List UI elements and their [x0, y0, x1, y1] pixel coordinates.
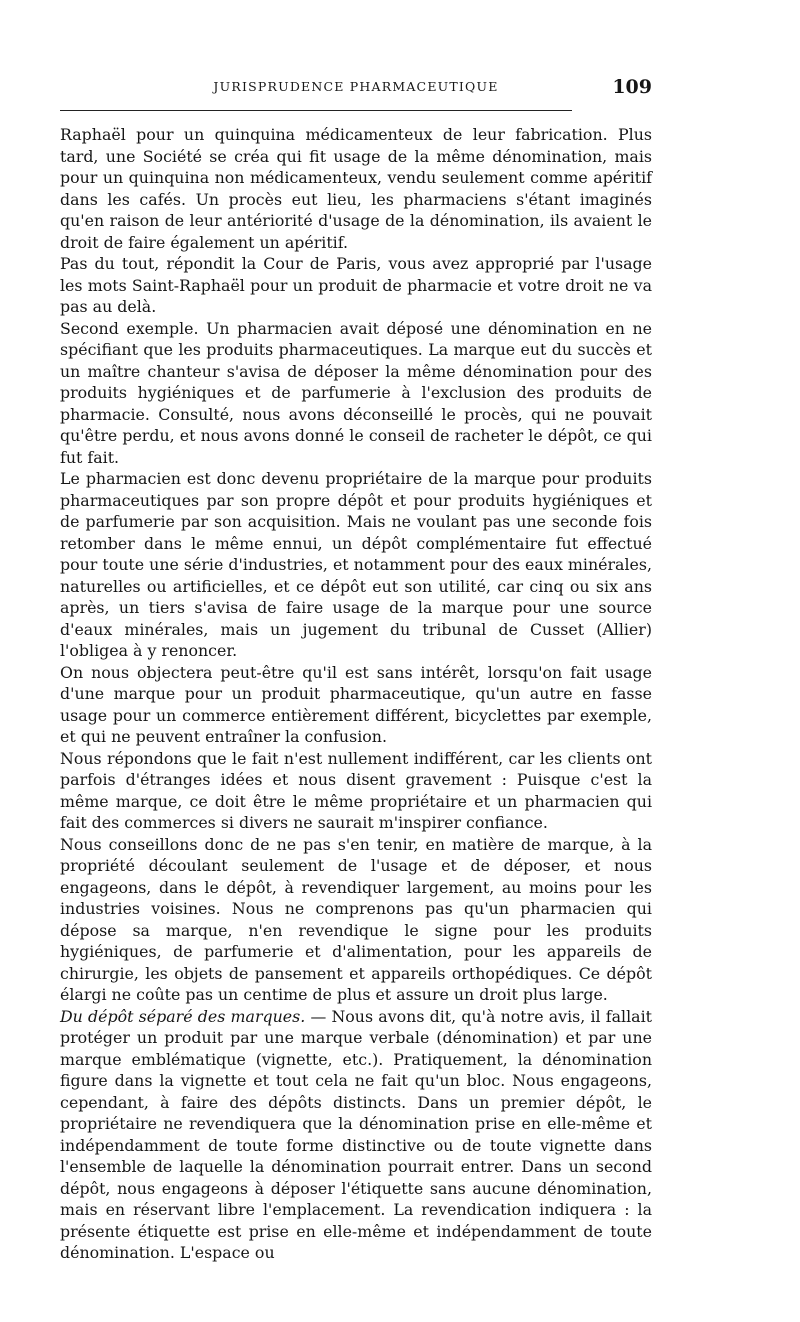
paragraph-text: Nous conseillons donc de ne pas s'en tenir, en matière de marque, à la propriété découlant seulement de l'usage et de déposer, et nous engageons, dans le dépôt, à revendiquer largement, au moins pour les industries voisines. Nous ne comprenons pas qu'un pharmacien qui dépose sa marque, n'en revendique le signe pour les produits hygiéniques, de parfumerie et d'alimentation, pour les appareils de chirurgie, les objets de pansement et appareils orthopédiques. Ce dépôt élargi ne coûte pas un centime de plus et assure un droit plus large.: [60, 834, 652, 1004]
paragraph: [60, 468, 652, 662]
paragraph: [60, 1006, 652, 1264]
paragraph: [60, 124, 652, 253]
page-number: 109: [612, 76, 652, 98]
paragraph-text: Second exemple. Un pharmacien avait déposé une dénomination en ne spécifiant que les produits pharmaceutiques. La marque eut du succès et un maître chanteur s'avisa de déposer la même dénomination pour des produits hygiéniques et de parfumerie à l'exclusion des produits de pharmacie. Consulté, nous avons déconseillé le procès, qui ne pouvait qu'être perdu, et nous avons donné le conseil de racheter le dépôt, ce qui fut fait.: [60, 318, 652, 467]
paragraph-text: — Nous avons dit, qu'à notre avis, il fallait protéger un produit par une marque verbale (dénomination) et par une marque emblématique (vignette, etc.). Pratiquement, la dénomination figure dans la vignette et tout cela ne fait qu'un bloc. Nous engageons, cependant, à faire des dépôts distincts. Dans un premier dépôt, le propriétaire ne revendiquera que la dénomination prise en elle-même et indépendamment de toute forme distinctive ou de toute vignette dans l'ensemble de laquelle la dénomination pourrait entrer. Dans un second dépôt, nous engageons à déposer l'étiquette sans aucune dénomination, mais en réservant libre l'emplacement. La revendication indiquera : la présente étiquette est prise en elle-même et indépendamment de toute dénomination. L'espace ou: [60, 1006, 652, 1262]
running-header: [60, 76, 652, 100]
paragraph-text: Nous répondons que le fait n'est nullement indifférent, car les clients ont parfois d'étranges idées et nous disent gravement : Puisque c'est la même marque, ce doit être le même propriétaire et un pharmacien qui fait des commerces si divers ne saurait m'inspirer confiance.: [60, 748, 652, 832]
paragraph-text: Le pharmacien est donc devenu propriétaire de la marque pour produits pharmaceutiques par son propre dépôt et pour produits hygiéniques et de parfumerie par son acquisition. Mais ne voulant pas une seconde fois retomber dans le même ennui, un dépôt complémentaire fut effectué pour toute une série d'industries, et notamment pour des eaux minérales, naturelles ou artificielles, et ce dépôt eut son utilité, car cinq ou six ans après, un tiers s'avisa de faire usage de la marque pour une source d'eaux minérales, mais un jugement du tribunal de Cusset (Allier) l'obligea à y renoncer.: [60, 469, 652, 660]
paragraph-text: On nous objectera peut-être qu'il est sans intérêt, lorsqu'on fait usage d'une marque pour un produit pharmaceutique, qu'un autre en fasse usage pour un commerce entièrement différent, bicyclettes par exemple, et qui ne peuvent entraîner la confusion.: [60, 662, 652, 746]
paragraph-text: Pas du tout, répondit la Cour de Paris, vous avez approprié par l'usage les mots Saint-Raphaël pour un produit de pharmacie et votre droit ne va pas au delà.: [60, 254, 652, 316]
running-title: JURISPRUDENCE PHARMACEUTIQUE: [213, 79, 499, 94]
paragraph: [60, 253, 652, 318]
paragraph: [60, 318, 652, 469]
section-heading-italic: Du dépôt séparé des marques.: [60, 1006, 306, 1026]
paragraph: [60, 748, 652, 834]
body-text: [60, 124, 652, 1264]
paragraph: [60, 834, 652, 1006]
paragraph-text: Raphaël pour un quinquina médicamenteux de leur fabrication. Plus tard, une Société se créa qui fit usage de la même dénomination, mais pour un quinquina non médicamenteux, vendu seulement comme apéritif dans les cafés. Un procès eut lieu, les pharmaciens s'étant imaginés qu'en raison de leur antériorité d'usage de la dénomination, ils avaient le droit de faire également un apéritif.: [60, 125, 652, 252]
header-rule: [60, 110, 572, 111]
paragraph: [60, 662, 652, 748]
